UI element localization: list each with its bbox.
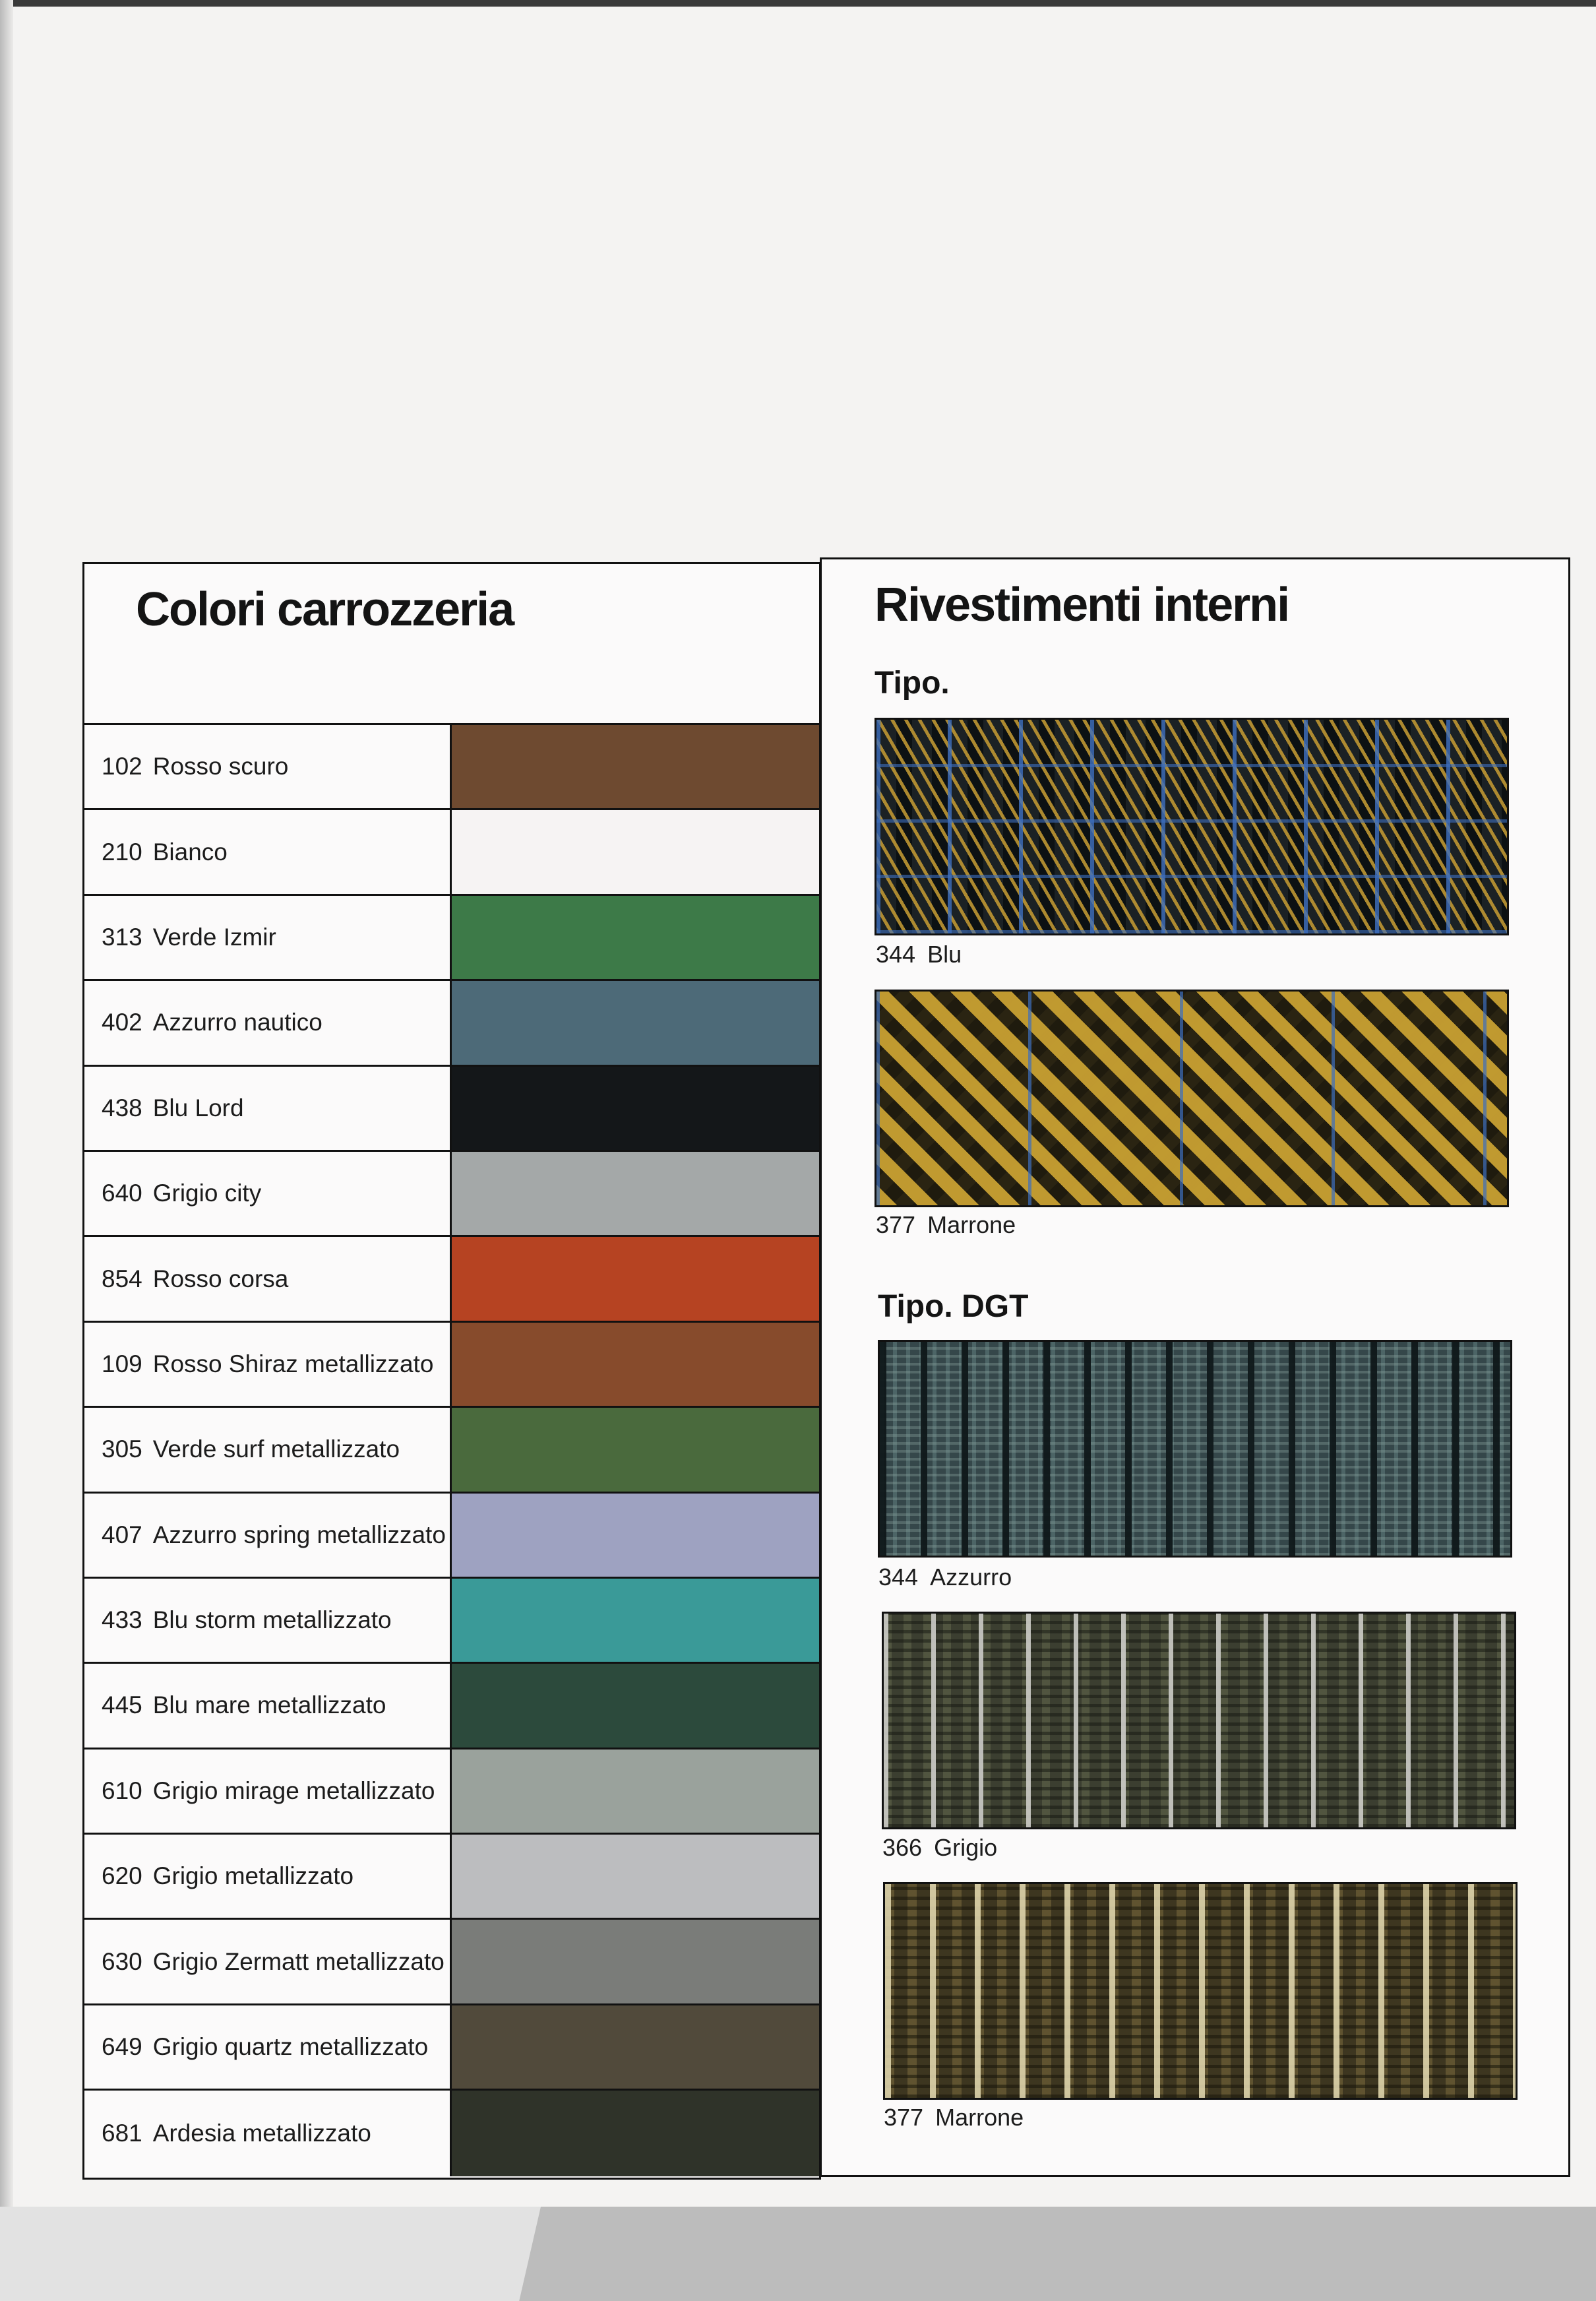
color-code: 438	[102, 1094, 142, 1121]
color-row	[84, 1749, 819, 1835]
color-row	[84, 1579, 819, 1664]
color-swatch	[452, 1749, 819, 1833]
color-row	[84, 1323, 819, 1408]
fabric-label	[876, 941, 962, 968]
fabric-name: Marrone	[927, 1211, 1016, 1238]
fabric-label	[882, 1834, 997, 1862]
color-label	[84, 1749, 452, 1833]
fabric-code: 344	[878, 1563, 919, 1591]
color-label	[84, 1408, 452, 1491]
color-code: 620	[102, 1862, 142, 1890]
color-code: 445	[102, 1691, 142, 1719]
fabric-label	[884, 2104, 1024, 2131]
color-label	[84, 2005, 452, 2089]
color-label	[84, 896, 452, 979]
color-label	[84, 810, 452, 893]
color-swatch	[452, 1323, 819, 1406]
color-label	[84, 1579, 452, 1662]
color-row	[84, 725, 819, 810]
color-swatch	[452, 1152, 819, 1235]
color-row	[84, 1237, 819, 1322]
color-name: Grigio quartz metallizzato	[152, 2033, 429, 2061]
colori-panel	[82, 562, 821, 2180]
color-name: Verde Izmir	[152, 923, 276, 951]
color-row	[84, 1664, 819, 1749]
fabric-label	[876, 1211, 1016, 1239]
top-edge	[0, 0, 1596, 7]
fabric-code: 377	[884, 2104, 924, 2131]
color-swatch	[452, 1579, 819, 1662]
group-title-tipo-dgt: Tipo. DGT	[878, 1289, 1029, 1324]
color-code: 649	[102, 2033, 142, 2061]
color-swatch	[452, 1494, 819, 1577]
color-name: Grigio mirage metallizzato	[152, 1777, 435, 1804]
color-name: Azzurro nautico	[152, 1009, 322, 1036]
color-name: Grigio metallizzato	[152, 1862, 354, 1890]
color-code: 630	[102, 1947, 142, 1975]
color-row	[84, 1494, 819, 1579]
color-row	[84, 981, 819, 1066]
color-row	[84, 1152, 819, 1237]
color-label	[84, 1067, 452, 1150]
color-label	[84, 1323, 452, 1406]
fabric-swatch-dgt-marrone	[883, 1882, 1518, 2100]
color-name: Grigio Zermatt metallizzato	[152, 1947, 445, 1975]
fabric-label	[878, 1563, 1012, 1591]
color-label	[84, 1835, 452, 1918]
color-swatch	[452, 1237, 819, 1320]
color-label	[84, 981, 452, 1064]
color-code: 109	[102, 1350, 142, 1377]
color-row	[84, 1835, 819, 1920]
fabric-code: 366	[882, 1834, 923, 1861]
color-row	[84, 2091, 819, 2176]
color-label	[84, 725, 452, 808]
color-name: Bianco	[152, 838, 228, 866]
color-code: 610	[102, 1777, 142, 1804]
color-row	[84, 896, 819, 981]
color-code: 210	[102, 838, 142, 866]
color-name: Rosso corsa	[152, 1265, 289, 1292]
color-row	[84, 1067, 819, 1152]
color-code: 305	[102, 1435, 142, 1463]
fabric-name: Grigio	[934, 1834, 998, 1861]
color-name: Blu Lord	[152, 1094, 244, 1121]
color-swatch	[452, 981, 819, 1064]
bottom-band	[0, 2207, 1596, 2301]
color-name: Azzurro spring metallizzato	[152, 1521, 446, 1548]
page-binding-edge	[0, 0, 13, 2301]
color-table	[84, 723, 819, 2176]
color-name: Blu storm metallizzato	[152, 1606, 392, 1634]
color-label	[84, 2091, 452, 2176]
color-label	[84, 1494, 452, 1577]
bottom-band-light	[0, 2207, 541, 2301]
color-label	[84, 1664, 452, 1747]
color-swatch	[452, 896, 819, 979]
color-swatch	[452, 1408, 819, 1491]
rivestimenti-panel	[820, 557, 1570, 2177]
fabric-name: Marrone	[935, 2104, 1024, 2131]
color-code: 433	[102, 1606, 142, 1634]
fabric-code: 344	[876, 941, 916, 968]
fabric-swatch-dgt-grigio	[882, 1612, 1516, 1829]
color-name: Verde surf metallizzato	[152, 1435, 400, 1463]
color-swatch	[452, 1664, 819, 1747]
fabric-swatch-tipo-blu	[875, 718, 1509, 935]
color-swatch	[452, 810, 819, 893]
fabric-swatch-tipo-marrone	[875, 990, 1509, 1207]
color-code: 407	[102, 1521, 142, 1548]
color-row	[84, 1408, 819, 1493]
color-code: 402	[102, 1009, 142, 1036]
group-title-tipo: Tipo.	[875, 666, 950, 701]
color-name: Blu mare metallizzato	[152, 1691, 386, 1719]
color-label	[84, 1152, 452, 1235]
color-code: 681	[102, 2119, 142, 2147]
color-swatch	[452, 1067, 819, 1150]
colori-title: Colori carrozzeria	[136, 583, 514, 636]
color-code: 102	[102, 753, 142, 780]
color-name: Ardesia metallizzato	[152, 2119, 371, 2147]
color-swatch	[452, 2091, 819, 2176]
color-row	[84, 2005, 819, 2091]
rivestimenti-title: Rivestimenti interni	[875, 579, 1289, 631]
color-code: 313	[102, 923, 142, 951]
fabric-name: Azzurro	[930, 1563, 1012, 1591]
color-label	[84, 1237, 452, 1320]
color-name: Rosso Shiraz metallizzato	[152, 1350, 434, 1377]
fabric-code: 377	[876, 1211, 916, 1238]
color-row	[84, 810, 819, 895]
color-swatch	[452, 1835, 819, 1918]
color-swatch	[452, 1920, 819, 2003]
fabric-name: Blu	[927, 941, 962, 968]
color-name: Rosso scuro	[152, 753, 289, 780]
color-row	[84, 1920, 819, 2005]
color-code: 854	[102, 1265, 142, 1292]
color-name: Grigio city	[152, 1180, 262, 1207]
color-label	[84, 1920, 452, 2003]
color-swatch	[452, 725, 819, 808]
fabric-swatch-dgt-azzurro	[878, 1340, 1512, 1558]
color-code: 640	[102, 1180, 142, 1207]
color-swatch	[452, 2005, 819, 2089]
